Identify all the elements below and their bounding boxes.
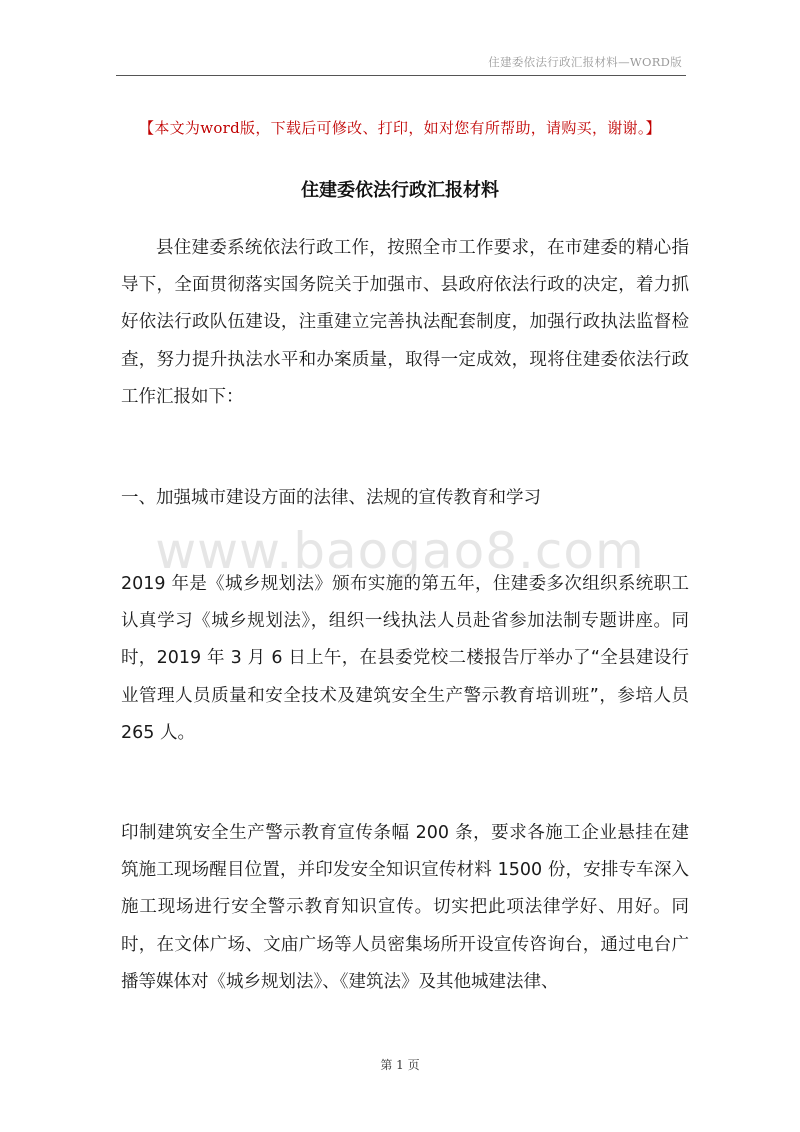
intro-paragraph: 县住建委系统依法行政工作，按照全市工作要求，在市建委的精心指导下，全面贯彻落实国务院关于加强市、县政府依法行政的决定，着力抓好依法行政队伍建设，注重建立完善执法配套制度，加强行政执法监督检查，努力提升执法水平和办案质量，取得一定成效，现将住建委依法行政工作汇报如下： [121,238,689,407]
purchase-notice: 【本文为word版，下载后可修改、打印，如对您有所帮助，请购买，谢谢。】 [139,119,661,137]
page-number: 第 1 页 [380,1058,420,1072]
document-title: 住建委依法行政汇报材料 [301,180,499,201]
body-paragraph-3: 印制建筑安全生产警示教育宣传条幅 200 条，要求各施工企业悬挂在建筑施工现场醒目位置，并印发安全知识宣传材料 1500 份，安排专车深入施工现场进行安全警示教育知识宣传。切实把此项法律学好、用好。同时，在文体广场、文庙广场等人员密集场所开设宣传咨询台，通过电台广播等媒体对《城乡规划法》、《建筑法》及其他城建法律、 [121,823,689,992]
running-header: 住建委依法行政汇报材料—WORD版 [488,55,682,69]
body-paragraph-2: 2019 年是《城乡规划法》颁布实施的第五年，住建委多次组织系统职工认真学习《城乡规划法》，组织一线执法人员赴省参加法制专题讲座。同时，2019 年 3 月 6 日上午，在县委党校二楼报告厅举办了“全县建设行业管理人员质量和安全技术及建筑安全生产警示教育培训班”，参培人员 265 人。 [121,574,689,743]
header-divider [116,75,686,76]
watermark: www.baogao8.com [155,522,645,580]
section-heading: 一、加强城市建设方面的法律、法规的宣传教育和学习 [121,488,541,508]
